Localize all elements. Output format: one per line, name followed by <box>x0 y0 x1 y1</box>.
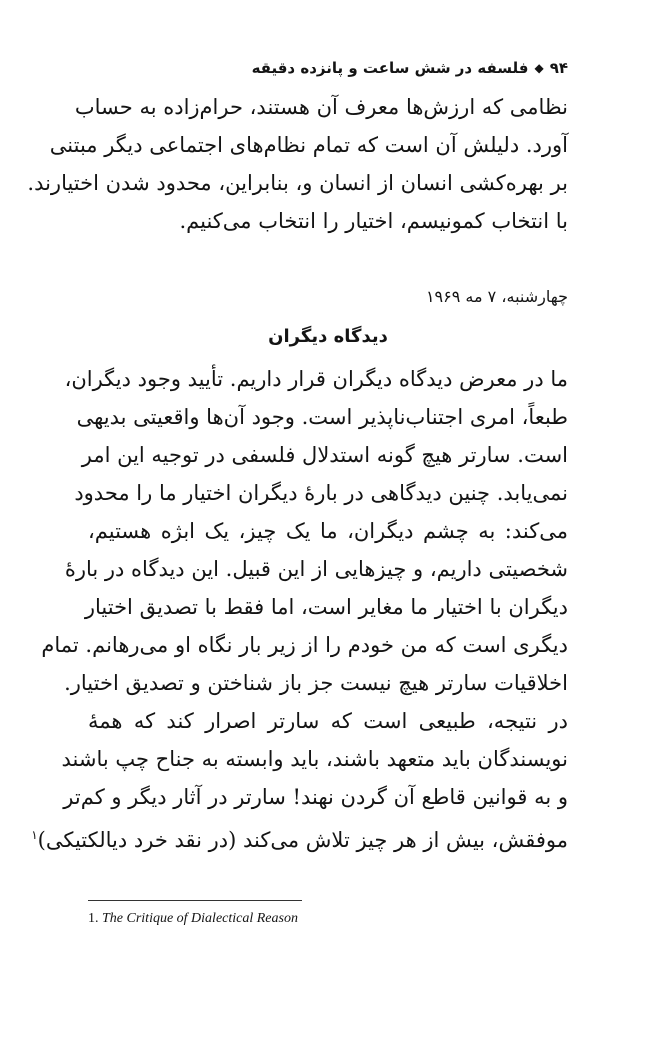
date-line: چهارشنبه، ۷ مه ۱۹۶۹ <box>425 287 568 306</box>
text-line-content: موفقش، بیش از هر چیز تلاش می‌کند (در نقد خرد دیالکتیکی) <box>37 828 568 852</box>
text-line: در نتیجه، طبیعی است که سارتر اصرار کند که همهٔ <box>88 709 568 733</box>
text-line: نمی‌یابد. چنین دیدگاهی در بارهٔ دیگران اختیار ما را محدود <box>74 481 568 505</box>
footnote-title: The Critique of Dialectical Reason <box>102 911 298 926</box>
footnote-marker: ۱ <box>31 828 38 842</box>
text-line: نظامی که ارزش‌ها معرف آن هستند، حرام‌زاده به حساب <box>74 95 568 119</box>
paragraph-2 <box>41 360 568 702</box>
text-line: می‌کند: به چشم دیگران، ما یک چیز، یک ابژه هستیم، <box>88 519 568 543</box>
running-header <box>88 48 568 88</box>
text-line: دیگری است که من خودم را از زیر بار نگاه او می‌رهانم. تمام <box>41 633 568 657</box>
text-line: بر بهره‌کشی انسان از انسان و، بنابراین، محدود شدن اختیارند. <box>27 171 568 195</box>
footnote-divider <box>88 900 302 901</box>
diamond-icon: ◆ <box>534 61 544 75</box>
text-line: اخلاقیات سارتر هیچ نیست جز باز شناختن و تصدیق اختیار. <box>64 671 568 695</box>
book-title: فلسفه در شش ساعت و پانزده دقیقه <box>251 59 529 77</box>
text-line: آورد. دلیلش آن است که تمام نظام‌های اجتماعی دیگر مبتنی <box>49 133 568 157</box>
footnote <box>88 911 298 927</box>
text-line: دیگران با اختیار ما مغایر است، اما فقط با تصدیق اختیار <box>84 595 568 619</box>
text-line: و به قوانین قاطع آن گردن نهند! سارتر در آثار دیگر و کم‌تر <box>63 785 568 809</box>
text-line: نویسندگان باید متعهد باشند، باید وابسته به جناح چپ باشند <box>61 747 568 771</box>
text-line: با انتخاب کمونیسم، اختیار را انتخاب می‌کنیم. <box>179 209 568 233</box>
text-line: طبعاً، امری اجتناب‌ناپذیر است. وجود آن‌ها واقعیتی بدیهی <box>76 405 568 429</box>
book-page <box>27 48 568 859</box>
footnote-number: 1. <box>88 911 99 926</box>
text-line <box>31 816 568 859</box>
paragraph-3 <box>31 702 568 859</box>
text-line: است. سارتر هیچ گونه استدلال فلسفی در توجیه این امر <box>81 443 568 467</box>
paragraph-1 <box>27 88 568 240</box>
section-title: دیدگاه دیگران <box>268 326 388 347</box>
text-line: شخصیتی داریم، و چیزهایی از این قبیل. این دیدگاه در بارهٔ <box>64 557 568 581</box>
page-number: ۹۴ <box>549 59 568 77</box>
text-line: ما در معرض دیدگاه دیگران قرار داریم. تأیید وجود دیگران، <box>64 367 568 391</box>
